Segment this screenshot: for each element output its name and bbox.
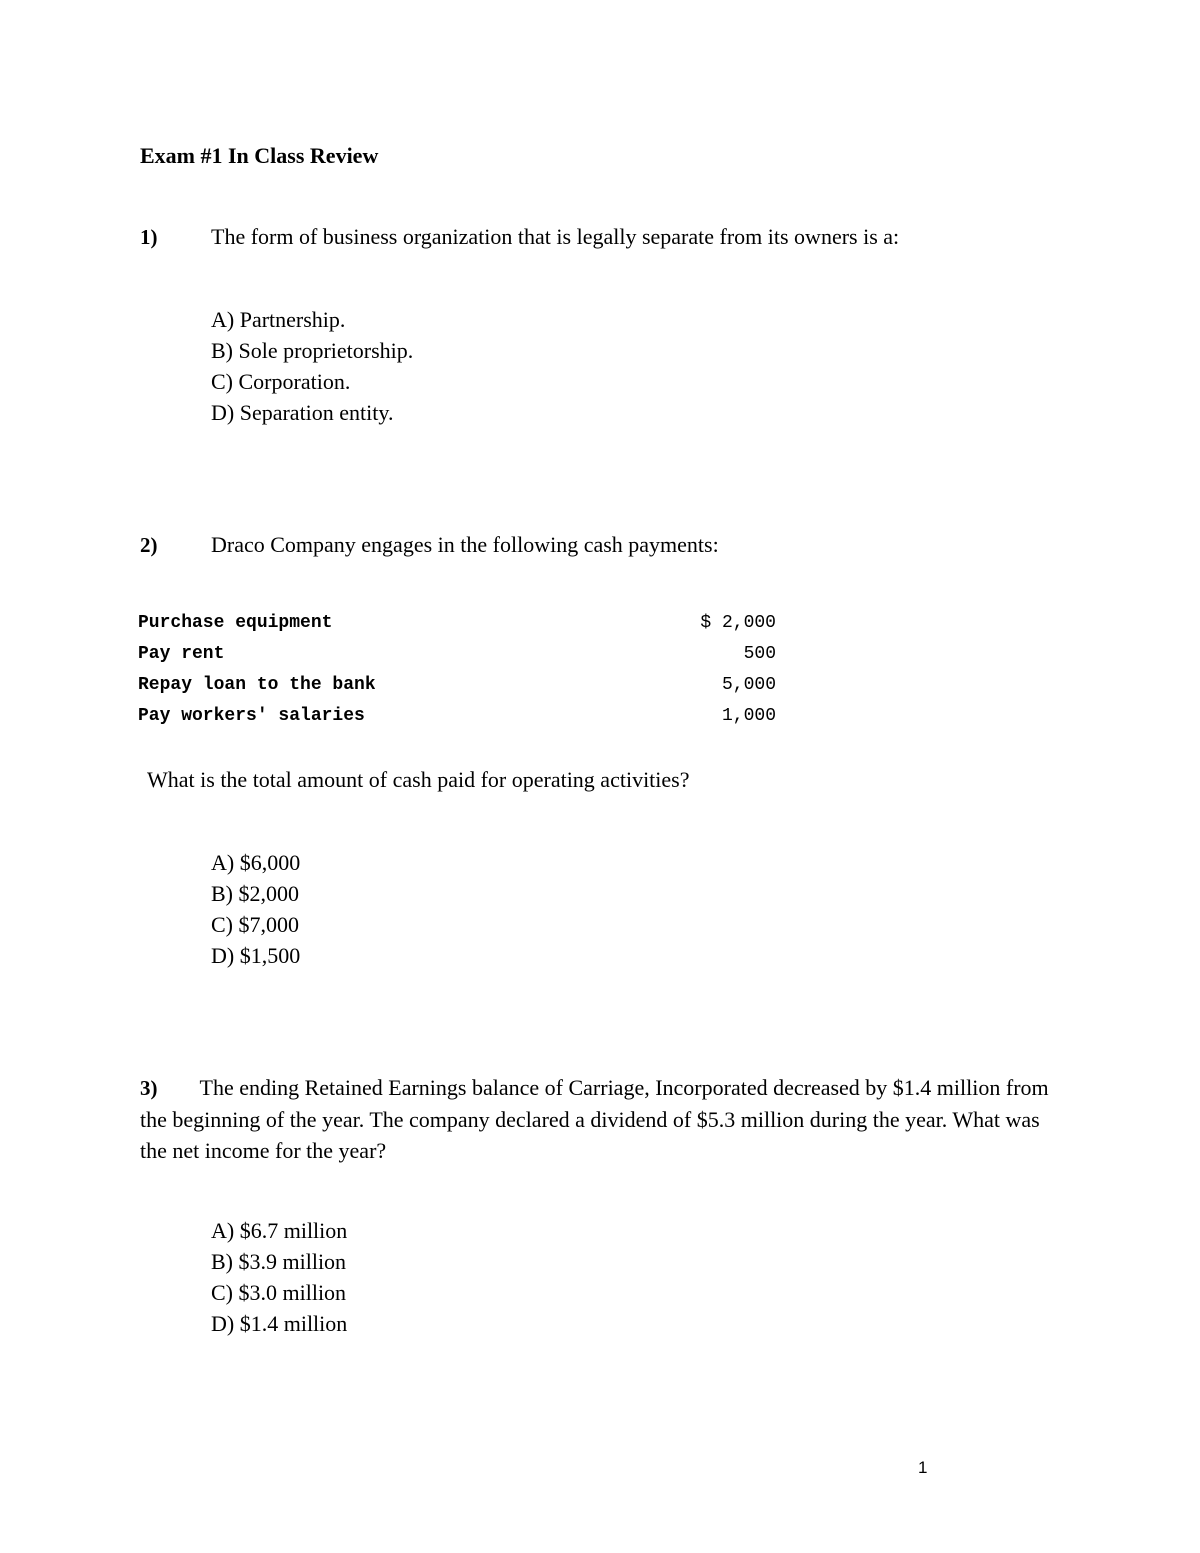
question-3-text: The ending Retained Earnings balance of Carriage, Incorporated decreased by $1.4 million from the beginning of the year. The company declared a dividend of $5.3 million during the year. What was the net income for the year? bbox=[140, 1075, 1049, 1163]
question-3-number: 3) bbox=[140, 1076, 158, 1100]
question-3-option-b: B) $3.9 million bbox=[211, 1249, 347, 1274]
question-2-options bbox=[211, 847, 300, 971]
question-2-option-c: C) $7,000 bbox=[211, 912, 299, 937]
question-2-option-b: B) $2,000 bbox=[211, 881, 299, 906]
question-1-option-d: D) Separation entity. bbox=[211, 400, 394, 425]
question-3-option-a: A) $6.7 million bbox=[211, 1218, 348, 1243]
document-title: Exam #1 In Class Review bbox=[140, 143, 379, 168]
question-1-option-a: A) Partnership. bbox=[211, 307, 346, 332]
payment-amount-salaries: 1,000 bbox=[721, 706, 776, 726]
question-1-option-c: C) Corporation. bbox=[211, 369, 351, 394]
question-3-option-c: C) $3.0 million bbox=[211, 1280, 347, 1305]
payment-label-loan: Repay loan to the bank bbox=[138, 675, 376, 695]
question-3-options bbox=[211, 1215, 347, 1339]
payment-amount-rent: 500 bbox=[743, 644, 776, 664]
payment-label-rent: Pay rent bbox=[138, 644, 225, 664]
question-2-option-a: A) $6,000 bbox=[211, 850, 301, 875]
question-2-prompt: What is the total amount of cash paid for operating activities? bbox=[147, 767, 690, 792]
question-2-text: Draco Company engages in the following cash payments: bbox=[211, 532, 719, 557]
question-1-option-b: B) Sole proprietorship. bbox=[211, 338, 414, 363]
payment-label-equipment: Purchase equipment bbox=[138, 613, 333, 633]
page-number: 1 bbox=[918, 1458, 928, 1477]
payment-amount-equipment: $ 2,000 bbox=[700, 613, 776, 633]
question-1-options bbox=[211, 304, 413, 428]
question-1-text: The form of business organization that is legally separate from its owners is a: bbox=[211, 224, 900, 249]
question-3 bbox=[140, 1072, 1060, 1166]
question-3-option-d: D) $1.4 million bbox=[211, 1311, 348, 1336]
question-2-option-d: D) $1,500 bbox=[211, 943, 301, 968]
payment-amount-loan: 5,000 bbox=[721, 675, 776, 695]
payment-label-salaries: Pay workers' salaries bbox=[138, 706, 365, 726]
question-2-number: 2) bbox=[140, 533, 158, 557]
question-1-number: 1) bbox=[140, 225, 158, 249]
